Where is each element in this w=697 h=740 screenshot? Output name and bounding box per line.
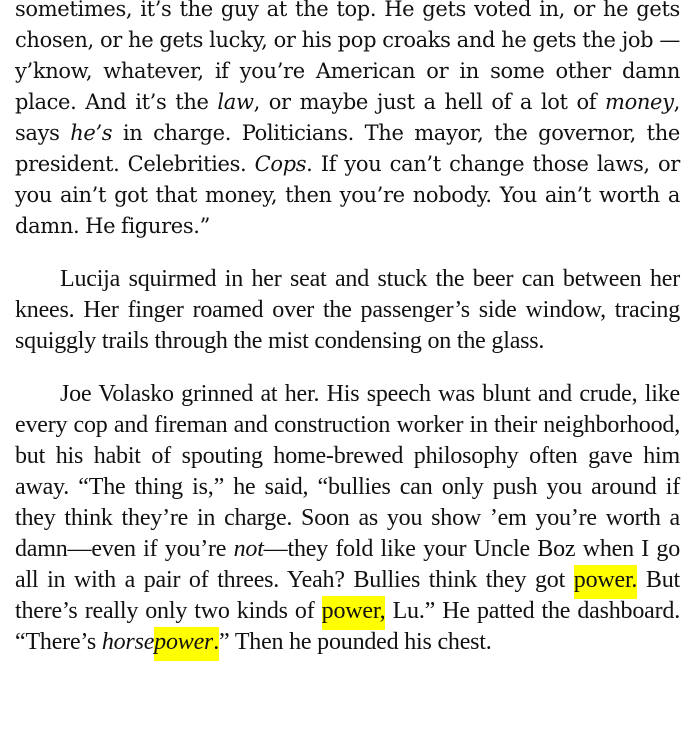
italic-text: he’s <box>70 121 113 145</box>
text-segment: , or maybe just a hell of a lot of <box>253 90 606 114</box>
text-segment: in charge. Politicians. The mayor, the governor, the president. Celebrities. <box>15 121 680 176</box>
paragraph-1 <box>15 0 680 242</box>
reader-page <box>15 0 680 680</box>
search-highlight[interactable]: power <box>154 627 213 661</box>
text-segment: sometimes, it’s the guy at the top. He gets voted in, or he gets chosen, or he gets lucky, or his pop croaks and he gets the job —y’know, whatever, if you’re American or in some other damn place. And it’s the <box>15 0 680 114</box>
paragraph-3 <box>15 379 680 658</box>
italic-text: not <box>233 536 264 562</box>
paragraph-2 <box>15 264 680 357</box>
search-highlight[interactable]: power, <box>322 596 386 630</box>
search-highlight[interactable]: power. <box>574 565 637 599</box>
text-segment: Lucija squirmed in her seat and stuck the beer can between her knees. Her finger roamed over the passenger’s side window, tracing squiggly trails through the mist condensing on the glass. <box>15 266 680 354</box>
italic-text: Cops <box>254 152 307 176</box>
text-segment: —they fold like your Uncle Boz when I go all in with a pair of threes. Yeah? Bullies think they got <box>15 536 680 593</box>
text-segment: Lu.” He patted the dashboard. “There’s <box>15 598 680 655</box>
text-segment: But there’s really only two kinds of <box>15 567 680 624</box>
italic-text: horse <box>101 629 155 655</box>
italic-text: law <box>217 90 254 114</box>
text-segment: . If you can’t change those laws, or you ain’t got that money, then you’re nobody. You ain’t worth a damn. He figures.” <box>15 152 680 238</box>
text-segment: Joe Volasko grinned at her. His speech was blunt and crude, like every cop and fireman and construction worker in their neighborhood, but his habit of spouting home-brewed philosophy often gave him away. “The thing is,” he said, “bullies can only push you around if they think they’re in charge. Soon as you show ’em you’re worth a damn—even if you’re <box>15 381 680 562</box>
text-segment: ” Then he pounded his chest. <box>219 629 492 655</box>
search-highlight[interactable]: . <box>213 627 219 661</box>
text-segment: , says <box>15 90 680 145</box>
italic-text: money <box>605 90 674 114</box>
